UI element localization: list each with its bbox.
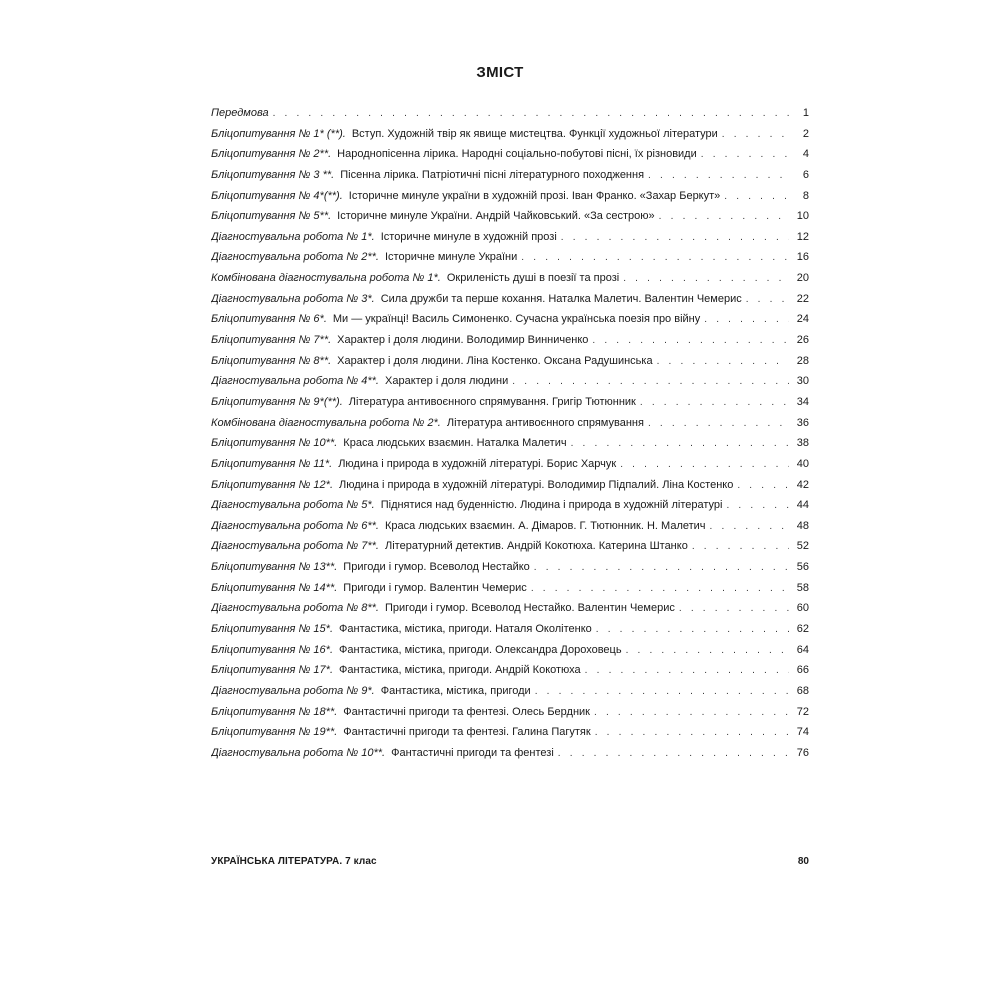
toc-entry-description: Ми — українці! Василь Симоненко. Сучасна українська поезія про війну bbox=[332, 313, 701, 326]
toc-entry-description: Фантастика, містика, пригоди. Андрій Кокотюха bbox=[339, 664, 581, 677]
toc-entry-label: Бліцопитування № 15*. bbox=[211, 623, 334, 636]
toc-dot-leader bbox=[704, 310, 789, 330]
toc-entry bbox=[211, 392, 809, 413]
toc-entry-page: 36 bbox=[796, 416, 809, 429]
toc-entry-label: Бліцопитування № 2**. bbox=[211, 148, 332, 161]
toc-dot-leader bbox=[596, 620, 789, 640]
toc-dot-leader bbox=[273, 104, 789, 124]
toc-dot-leader bbox=[737, 476, 789, 496]
toc-dot-leader bbox=[521, 248, 789, 268]
toc-entry-page: 26 bbox=[796, 334, 809, 347]
toc-entry-label: Діагностувальна робота № 5*. bbox=[211, 499, 375, 512]
toc-entry bbox=[211, 289, 809, 310]
toc-dot-leader bbox=[594, 703, 789, 723]
toc-entry-label: Передмова bbox=[211, 107, 269, 119]
toc-entry-label: Бліцопитування № 1* (**). bbox=[211, 127, 346, 140]
toc-entry-page: 64 bbox=[796, 643, 809, 656]
toc-entry-description: Людина і природа в художній літературі. Володимир Підпалий. Ліна Костенко bbox=[339, 478, 734, 491]
toc-entry-page: 10 bbox=[796, 210, 809, 223]
toc-dot-leader bbox=[724, 187, 789, 207]
toc-entry-description: Література антивоєнного спрямування. Григір Тютюнник bbox=[348, 395, 636, 408]
toc-entry-page: 2 bbox=[802, 127, 809, 140]
toc-entry-label: Бліцопитування № 14**. bbox=[211, 581, 338, 594]
toc-entry bbox=[211, 309, 809, 330]
toc-entry-description: Людина і природа в художній літературі. Борис Харчук bbox=[338, 457, 617, 470]
toc-entry-label: Комбінована діагностувальна робота № 2*. bbox=[211, 416, 441, 429]
toc-entry bbox=[211, 247, 809, 268]
toc-entry-label: Бліцопитування № 6*. bbox=[211, 313, 327, 326]
toc-entry-description: Фантастичні пригоди та фентезі. Галина Пагутяк bbox=[343, 726, 591, 739]
toc-entry-description: Історичне минуле в художній прозі bbox=[380, 230, 557, 243]
footer-page-number: 80 bbox=[797, 856, 809, 867]
toc-entry-description: Краса людських взаємин. Наталка Малетич bbox=[343, 437, 567, 450]
toc-entry-page: 62 bbox=[796, 623, 809, 636]
toc-entry-description: Народнопісенна лірика. Народні соціально-побутові пісні, їх різновиди bbox=[337, 148, 697, 161]
toc-dot-leader bbox=[679, 599, 789, 619]
toc-entry-label: Бліцопитування № 18**. bbox=[211, 705, 338, 718]
toc-entry-label: Діагностувальна робота № 9*. bbox=[211, 684, 375, 697]
toc-entry-label: Бліцопитування № 12*. bbox=[211, 478, 334, 491]
toc-entry bbox=[211, 186, 809, 207]
toc-entry bbox=[211, 619, 809, 640]
toc-dot-leader bbox=[648, 166, 789, 186]
toc-entry-page: 68 bbox=[796, 684, 809, 697]
toc-entry bbox=[211, 598, 809, 619]
toc-dot-leader bbox=[648, 414, 789, 434]
toc-dot-leader bbox=[592, 331, 789, 351]
toc-entry bbox=[211, 227, 809, 248]
toc-entry-label: Діагностувальна робота № 2**. bbox=[211, 251, 379, 264]
toc-entry-description: Краса людських взаємин. А. Дімаров. Г. Тютюнник. Н. Малетич bbox=[385, 519, 706, 532]
toc-entry-label: Бліцопитування № 9*(**). bbox=[211, 395, 343, 408]
toc-entry-description: Пісенна лірика. Патріотичні пісні літературного походження bbox=[340, 168, 645, 181]
toc-entry-description: Сила дружби та перше кохання. Наталка Малетич. Валентин Чемерис bbox=[380, 292, 742, 305]
toc-entry-label: Діагностувальна робота № 4**. bbox=[211, 375, 379, 388]
toc-entry bbox=[211, 433, 809, 454]
toc-entry bbox=[211, 454, 809, 475]
toc-entry-page: 4 bbox=[802, 148, 809, 161]
toc-entry-page: 6 bbox=[802, 168, 809, 181]
toc-entry bbox=[211, 516, 809, 537]
toc-entry-label: Бліцопитування № 13**. bbox=[211, 561, 338, 574]
toc-entry-description: Пригоди і гумор. Всеволод Нестайко bbox=[343, 561, 530, 574]
toc-dot-leader bbox=[558, 744, 789, 764]
toc-entry-page: 38 bbox=[796, 437, 809, 450]
toc-dot-leader bbox=[657, 352, 789, 372]
toc-entry bbox=[211, 351, 809, 372]
toc-entry-page: 1 bbox=[802, 107, 809, 119]
toc-entry-label: Бліцопитування № 5**. bbox=[211, 210, 332, 223]
toc-dot-leader bbox=[701, 145, 789, 165]
table-of-contents bbox=[211, 103, 809, 764]
toc-entry-description: Історичне минуле України bbox=[385, 251, 518, 264]
toc-entry-description: Історичне минуле України. Андрій Чайковський. «За сестрою» bbox=[337, 210, 655, 223]
toc-entry-description: Вступ. Художній твір як явище мистецтва. Функції художньої літератури bbox=[351, 127, 718, 140]
toc-entry-description: Характер і доля людини bbox=[385, 375, 509, 388]
toc-entry bbox=[211, 475, 809, 496]
toc-entry-page: 12 bbox=[796, 230, 809, 243]
toc-entry-description: Окриленість душі в поезії та прозі bbox=[446, 272, 620, 285]
toc-entry bbox=[211, 722, 809, 743]
toc-entry-page: 48 bbox=[796, 519, 809, 532]
toc-entry-page: 52 bbox=[796, 540, 809, 553]
toc-entry-description: Фантастичні пригоди та фентезі. Олесь Бердник bbox=[343, 705, 590, 718]
footer-grade: 7 клас bbox=[345, 856, 377, 867]
toc-entry-description: Література антивоєнного спрямування bbox=[446, 416, 644, 429]
toc-entry-page: 34 bbox=[796, 395, 809, 408]
toc-entry-label: Бліцопитування № 11*. bbox=[211, 457, 333, 470]
toc-entry-label: Діагностувальна робота № 8**. bbox=[211, 602, 379, 615]
toc-entry bbox=[211, 124, 809, 145]
toc-entry-page: 8 bbox=[802, 189, 809, 202]
toc-entry-page: 66 bbox=[796, 664, 809, 677]
toc-dot-leader bbox=[571, 434, 789, 454]
toc-dot-leader bbox=[659, 207, 789, 227]
toc-entry bbox=[211, 640, 809, 661]
toc-entry-page: 44 bbox=[796, 499, 809, 512]
toc-entry-label: Діагностувальна робота № 3*. bbox=[211, 292, 375, 305]
toc-dot-leader bbox=[535, 682, 789, 702]
toc-entry bbox=[211, 743, 809, 764]
toc-dot-leader bbox=[512, 372, 789, 392]
toc-entry-label: Діагностувальна робота № 7**. bbox=[211, 540, 379, 553]
toc-entry-page: 60 bbox=[796, 602, 809, 615]
toc-dot-leader bbox=[710, 517, 789, 537]
toc-entry-page: 42 bbox=[796, 478, 809, 491]
toc-entry-description: Літературний детектив. Андрій Кокотюха. Катерина Штанко bbox=[385, 540, 688, 553]
toc-dot-leader bbox=[722, 125, 789, 145]
toc-entry bbox=[211, 413, 809, 434]
toc-entry-label: Бліцопитування № 16*. bbox=[211, 643, 334, 656]
toc-entry-description: Фантастика, містика, пригоди. Наталя Околітенко bbox=[339, 623, 592, 636]
toc-entry bbox=[211, 557, 809, 578]
footer-book-name: УКРАЇНСЬКА ЛІТЕРАТУРА. bbox=[211, 856, 343, 867]
toc-entry-label: Бліцопитування № 3 **. bbox=[211, 168, 335, 181]
toc-entry-page: 28 bbox=[796, 354, 809, 367]
toc-entry-label: Бліцопитування № 4*(**). bbox=[211, 189, 343, 202]
toc-entry-page: 58 bbox=[796, 581, 809, 594]
toc-entry bbox=[211, 165, 809, 186]
toc-entry-page: 76 bbox=[796, 746, 809, 759]
footer-book-title bbox=[211, 856, 377, 867]
toc-entry-label: Діагностувальна робота № 1*. bbox=[211, 230, 375, 243]
toc-dot-leader bbox=[585, 661, 789, 681]
toc-entry-label: Бліцопитування № 7**. bbox=[211, 334, 332, 347]
toc-entry-page: 24 bbox=[796, 313, 809, 326]
toc-entry bbox=[211, 702, 809, 723]
toc-entry bbox=[211, 330, 809, 351]
toc-entry-label: Бліцопитування № 8**. bbox=[211, 354, 332, 367]
toc-entry-page: 74 bbox=[796, 726, 809, 739]
toc-dot-leader bbox=[620, 455, 789, 475]
toc-entry bbox=[211, 371, 809, 392]
toc-entry-label: Діагностувальна робота № 6**. bbox=[211, 519, 379, 532]
toc-entry bbox=[211, 268, 809, 289]
toc-entry bbox=[211, 660, 809, 681]
toc-entry-description: Фантастичні пригоди та фентезі bbox=[391, 746, 554, 759]
toc-dot-leader bbox=[726, 496, 789, 516]
toc-entry bbox=[211, 578, 809, 599]
toc-entry bbox=[211, 495, 809, 516]
toc-entry-page: 16 bbox=[796, 251, 809, 264]
toc-entry-description: Історичне минуле україни в художній прозі. Іван Франко. «Захар Беркут» bbox=[348, 189, 721, 202]
toc-dot-leader bbox=[692, 537, 789, 557]
toc-entry-page: 72 bbox=[796, 705, 809, 718]
toc-entry-label: Комбінована діагностувальна робота № 1*. bbox=[211, 272, 441, 285]
toc-entry-description: Характер і доля людини. Ліна Костенко. Оксана Радушинська bbox=[337, 354, 653, 367]
toc-entry bbox=[211, 144, 809, 165]
toc-dot-leader bbox=[746, 290, 789, 310]
toc-entry bbox=[211, 536, 809, 557]
toc-dot-leader bbox=[623, 269, 789, 289]
toc-entry-page: 22 bbox=[796, 292, 809, 305]
toc-entry-page: 30 bbox=[796, 375, 809, 388]
toc-dot-leader bbox=[534, 558, 789, 578]
toc-entry bbox=[211, 206, 809, 227]
toc-entry-description: Піднятися над буденністю. Людина і природа в художній літературі bbox=[380, 499, 723, 512]
toc-entry bbox=[211, 103, 809, 124]
toc-entry-description: Пригоди і гумор. Валентин Чемерис bbox=[343, 581, 527, 594]
toc-entry-page: 20 bbox=[796, 272, 809, 285]
toc-entry-label: Діагностувальна робота № 10**. bbox=[211, 746, 386, 759]
toc-entry-description: Характер і доля людини. Володимир Винниченко bbox=[337, 334, 589, 347]
page-title: ЗМІСТ bbox=[476, 64, 524, 81]
toc-dot-leader bbox=[626, 641, 789, 661]
toc-entry-description: Фантастика, містика, пригоди bbox=[380, 684, 531, 697]
toc-entry-description: Пригоди і гумор. Всеволод Нестайко. Валентин Чемерис bbox=[385, 602, 675, 615]
toc-entry-label: Бліцопитування № 19**. bbox=[211, 726, 338, 739]
toc-dot-leader bbox=[531, 579, 789, 599]
toc-entry-label: Бліцопитування № 10**. bbox=[211, 437, 338, 450]
toc-dot-leader bbox=[595, 723, 789, 743]
toc-dot-leader bbox=[561, 228, 789, 248]
toc-entry-page: 40 bbox=[796, 457, 809, 470]
toc-entry-label: Бліцопитування № 17*. bbox=[211, 664, 334, 677]
toc-entry bbox=[211, 681, 809, 702]
toc-entry-description: Фантастика, містика, пригоди. Олександра Дороховець bbox=[339, 643, 622, 656]
toc-entry-page: 56 bbox=[796, 561, 809, 574]
toc-dot-leader bbox=[640, 393, 789, 413]
